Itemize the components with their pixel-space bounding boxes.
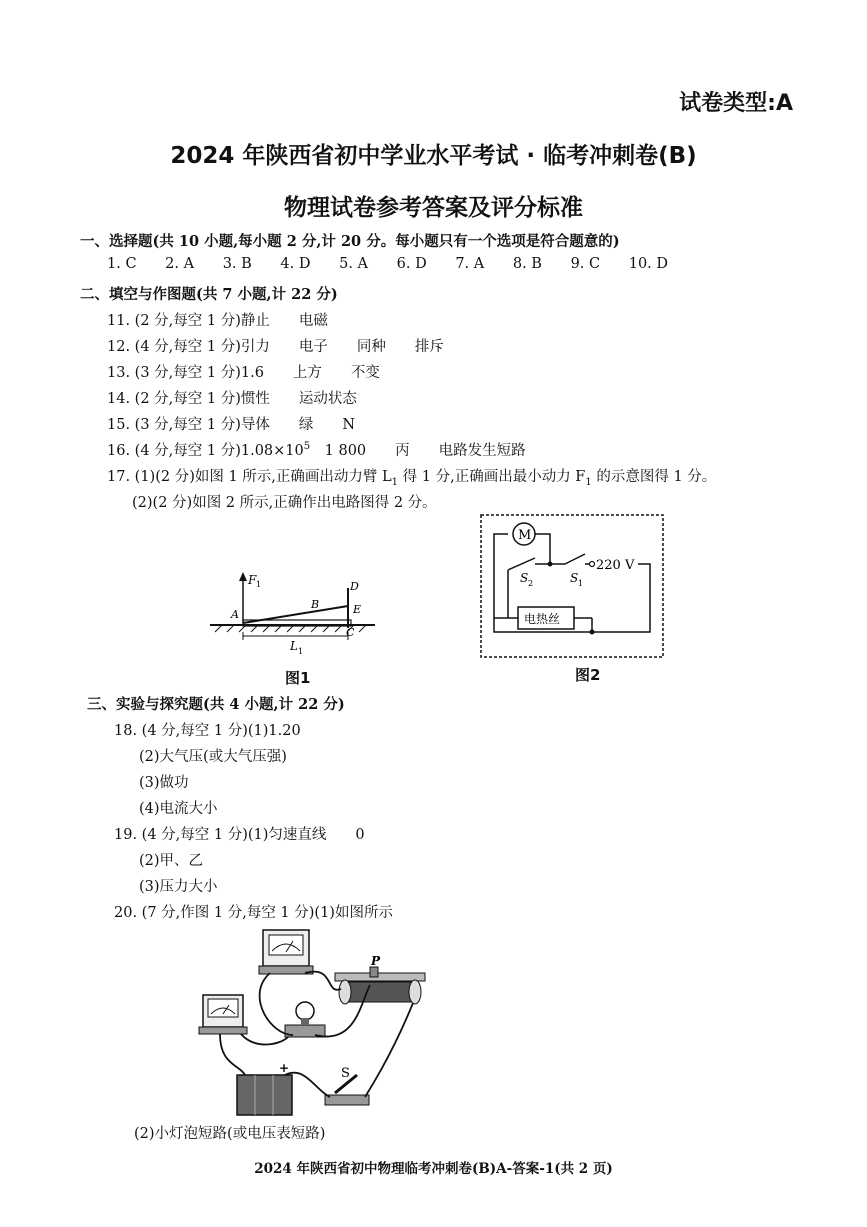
figure3-physical-circuit (185, 925, 445, 1120)
exam-title: 2024 年陕西省初中学业水平考试 · 临考冲刺卷(B) (170, 143, 697, 169)
fig1-label-F-sub: 1 (256, 580, 262, 589)
mcq-answer: 2. A (165, 256, 195, 272)
fig2-s1-label: S (570, 571, 579, 585)
mcq-answer: 4. D (280, 256, 311, 272)
answer-q16 (107, 439, 526, 460)
q17-sub: 1 (585, 476, 592, 488)
mcq-answer: 6. D (396, 256, 427, 272)
answer-q14: 14. (2 分,每空 1 分)惯性 运动状态 (107, 391, 357, 407)
q16-text-b: 1 800 丙 电路发生短路 (310, 443, 526, 459)
mcq-answer: 3. B (222, 256, 252, 272)
q17-text-b: 得 1 分,正确画出最小动力 F (398, 469, 586, 485)
fig2-heater-label: 电热丝 (524, 612, 561, 626)
battery-icon (237, 1075, 292, 1115)
answer-q19: 19. (4 分,每空 1 分)(1)匀速直线 0 (114, 827, 365, 843)
q16-exponent: 5 (303, 441, 311, 453)
figure1-lever (205, 570, 385, 665)
answer-q19-3: (3)压力大小 (139, 879, 218, 895)
answer-q18-3: (3)做功 (139, 775, 189, 791)
answer-q17-2: (2)(2 分)如图 2 所示,正确作出电路图得 2 分。 (132, 495, 437, 511)
mcq-answer: 9. C (570, 256, 601, 272)
answer-title: 物理试卷参考答案及评分标准 (284, 195, 583, 221)
section3-heading: 三、实验与探究题(共 4 小题,计 22 分) (87, 696, 345, 713)
fig3-label-plus: + (279, 1061, 290, 1075)
fig1-label-L: L (290, 639, 298, 653)
answer-q17-1 (107, 465, 716, 488)
section1-heading: 一、选择题(共 10 小题,每小题 2 分,计 20 分。每小题只有一个选项是符合题意的) (80, 233, 620, 250)
fig1-label-D: D (350, 580, 359, 593)
answer-q15: 15. (3 分,每空 1 分)导体 绿 N (107, 417, 356, 433)
bulb-icon (285, 1002, 325, 1037)
q16-text-a: 16. (4 分,每空 1 分)1.08×10 (107, 443, 304, 459)
mcq-answer: 7. A (455, 256, 485, 272)
mcq-answer: 1. C (107, 256, 137, 272)
answer-q19-2: (2)甲、乙 (139, 853, 204, 869)
fig2-motor-label: M (518, 528, 532, 543)
answer-q12: 12. (4 分,每空 1 分)引力 电子 同种 排斥 (107, 339, 444, 355)
mcq-answer: 5. A (339, 256, 369, 272)
figure2-circuit (480, 514, 665, 659)
section2-heading: 二、填空与作图题(共 7 小题,计 22 分) (80, 286, 338, 303)
answer-q13: 13. (3 分,每空 1 分)1.6 上方 不变 (107, 365, 380, 381)
figure1-caption: 图1 (285, 669, 311, 687)
mcq-answers (107, 256, 692, 272)
q17-text-a: 17. (1)(2 分)如图 1 所示,正确画出动力臂 L (107, 469, 392, 485)
fig3-label-P: P (371, 954, 381, 968)
rheostat-icon (335, 967, 425, 1004)
voltmeter-icon (259, 930, 313, 974)
answer-q20-2: (2)小灯泡短路(或电压表短路) (134, 1126, 326, 1142)
fig2-s2-label: S (520, 571, 529, 585)
fig1-label-L-sub: 1 (298, 647, 304, 656)
fig1-label-A: A (231, 608, 239, 621)
mcq-answer: 10. D (628, 256, 669, 272)
paper-type: 试卷类型:A (679, 91, 793, 116)
mcq-answer: 8. B (512, 256, 542, 272)
figure2-caption: 图2 (575, 666, 601, 684)
answer-q18: 18. (4 分,每空 1 分)(1)1.20 (114, 723, 301, 739)
fig1-label-F: F (248, 573, 257, 587)
fig3-label-S: S (341, 1066, 350, 1081)
ammeter-icon (199, 995, 247, 1034)
answer-q20: 20. (7 分,作图 1 分,每空 1 分)(1)如图所示 (114, 905, 393, 921)
fig1-label-E: E (353, 603, 362, 616)
answer-q18-4: (4)电流大小 (139, 801, 218, 817)
fig2-voltage-label: 220 V (596, 558, 635, 573)
fig2-s1-sub: 1 (578, 579, 584, 588)
answer-q18-2: (2)大气压(或大气压强) (139, 749, 287, 765)
q17-sub: 1 (391, 476, 399, 488)
answer-q11: 11. (2 分,每空 1 分)静止 电磁 (107, 313, 328, 329)
fig2-s2-sub: 2 (528, 579, 534, 588)
fig1-label-B: B (311, 598, 320, 611)
page-footer: 2024 年陕西省初中物理临考冲刺卷(B)A-答案-1(共 2 页) (254, 1161, 613, 1177)
q17-text-c: 的示意图得 1 分。 (591, 469, 717, 485)
fig1-label-C: C (346, 626, 355, 639)
